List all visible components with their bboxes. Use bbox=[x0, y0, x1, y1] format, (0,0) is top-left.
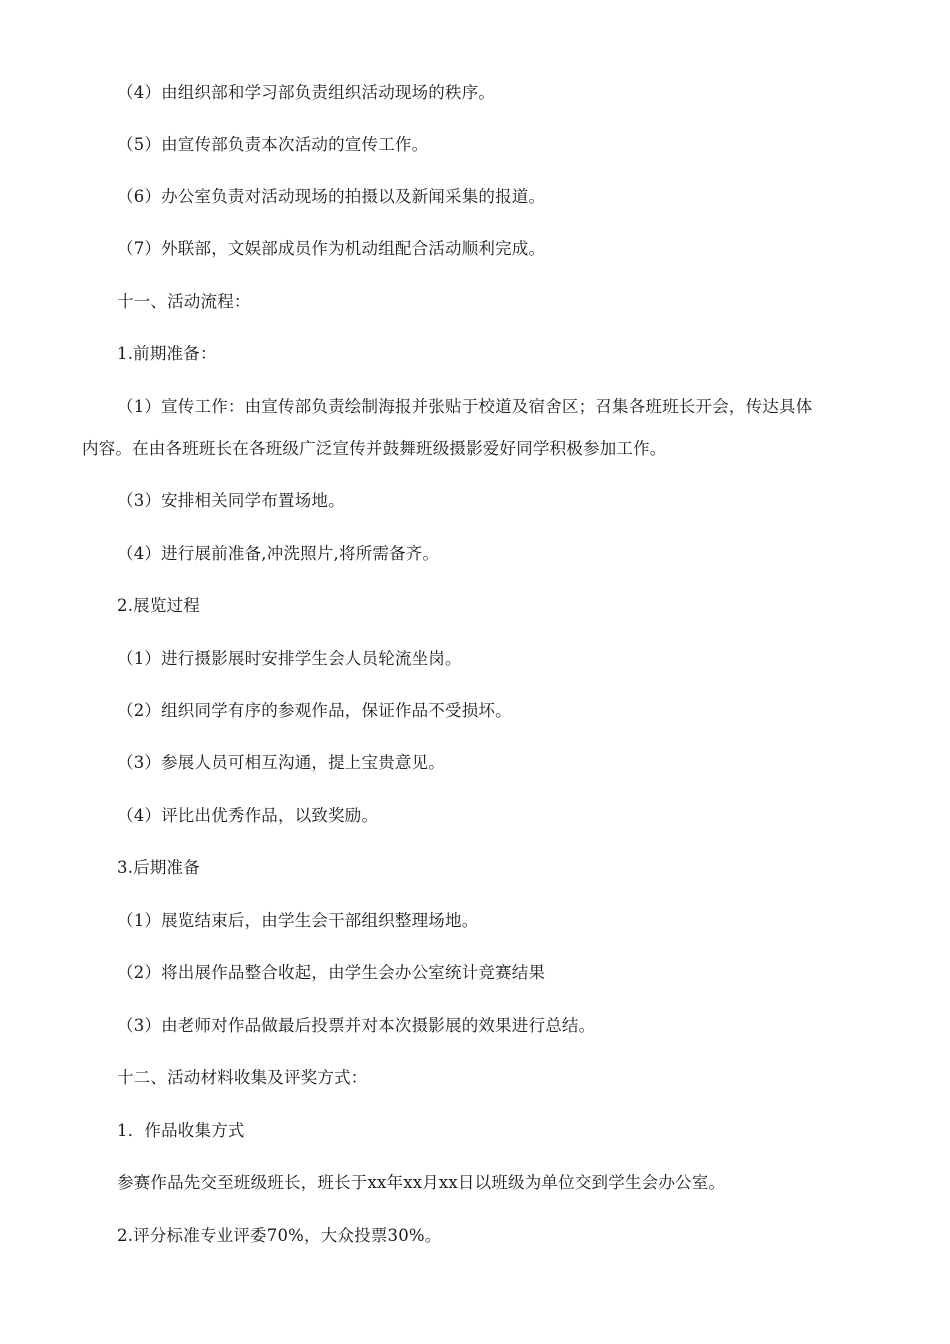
paragraph-scoring-criteria: 2.评分标准专业评委70%，大众投票30%。 bbox=[117, 1226, 442, 1245]
paragraph-venue-setup: （3）安排相关同学布置场地。 bbox=[117, 491, 345, 510]
paragraph-orderly-visit: （2）组织同学有序的参观作品，保证作品不受损坏。 bbox=[117, 701, 512, 720]
section-heading-activity-flow: 十一、活动流程： bbox=[117, 292, 251, 311]
subheading-post-preparation: 3.后期准备 bbox=[117, 858, 200, 877]
paragraph-award-selection: （4）评比出优秀作品，以致奖励。 bbox=[117, 806, 379, 825]
paragraph-publicity-work-line2: 内容。在由各班班长在各班级广泛宣传并鼓舞班级摄影爱好同学积极参加工作。 bbox=[82, 439, 667, 458]
paragraph-pre-exhibition: （4）进行展前准备,冲洗照片,将所需备齐。 bbox=[117, 544, 440, 563]
paragraph-staff-rotation: （1）进行摄影展时安排学生会人员轮流坐岗。 bbox=[117, 649, 462, 668]
subheading-collection-method: 1．作品收集方式 bbox=[117, 1121, 245, 1140]
paragraph-teacher-summary: （3）由老师对作品做最后投票并对本次摄影展的效果进行总结。 bbox=[117, 1016, 596, 1035]
paragraph-office-photo-news: （6）办公室负责对活动现场的拍摄以及新闻采集的报道。 bbox=[117, 187, 546, 206]
paragraph-publicity-dept: （5）由宣传部负责本次活动的宣传工作。 bbox=[117, 135, 429, 154]
paragraph-publicity-work-line1: （1）宣传工作：由宣传部负责绘制海报并张贴于校道及宿舍区；召集各班班长开会，传达具体 bbox=[117, 397, 813, 416]
paragraph-org-dept-order: （4）由组织部和学习部负责组织活动现场的秩序。 bbox=[117, 83, 496, 102]
paragraph-venue-cleanup: （1）展览结束后，由学生会干部组织整理场地。 bbox=[117, 911, 479, 930]
paragraph-submission-details: 参赛作品先交至班级班长，班长于xx年xx月xx日以班级为单位交到学生会办公室。 bbox=[117, 1173, 726, 1192]
paragraph-liaison-entertainment: （7）外联部，文娱部成员作为机动组配合活动顺利完成。 bbox=[117, 239, 546, 258]
subheading-exhibition-process: 2.展览过程 bbox=[117, 596, 200, 615]
section-heading-materials-awards: 十二、活动材料收集及评奖方式： bbox=[117, 1068, 368, 1087]
paragraph-communication: （3）参展人员可相互沟通，提上宝贵意见。 bbox=[117, 753, 445, 772]
paragraph-collect-works: （2）将出展作品整合收起，由学生会办公室统计竞赛结果 bbox=[117, 963, 546, 982]
subheading-preparation: 1.前期准备： bbox=[117, 344, 217, 363]
